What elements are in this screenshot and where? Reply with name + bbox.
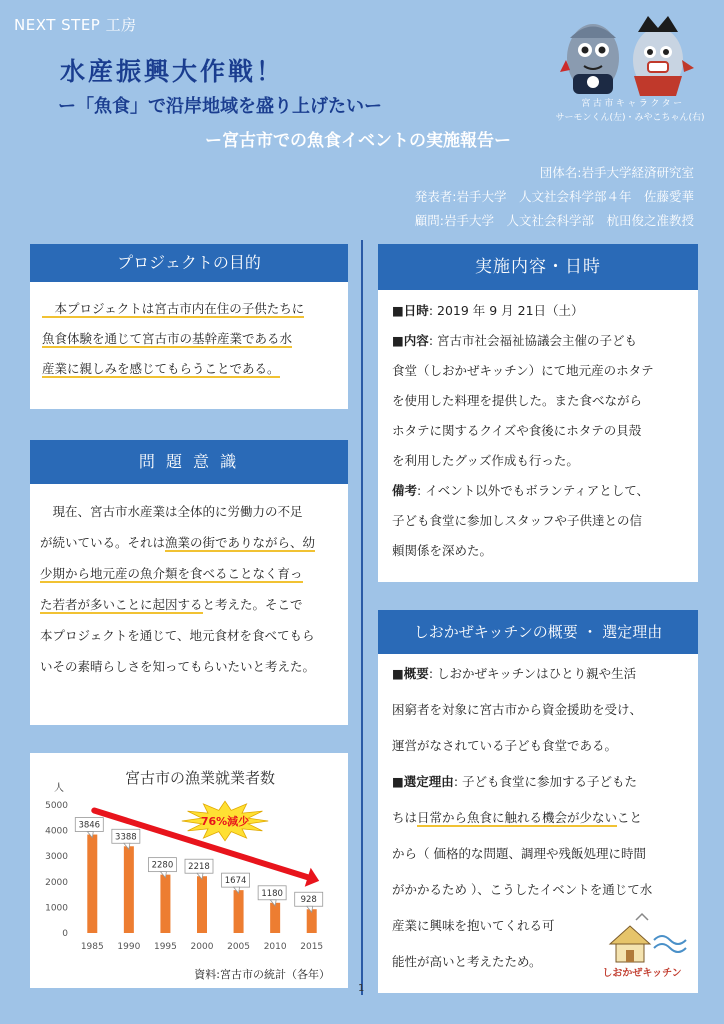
advisor-name: 顧問:岩手大学 人文社会科学部 杭田俊之准教授 <box>414 213 694 228</box>
chart-annotation: 76%減少 <box>200 815 250 828</box>
data-label <box>148 858 176 878</box>
data-label <box>258 886 286 906</box>
chart-bar <box>124 846 134 933</box>
content-line-3: を使用した料理を提供した。また食べながら <box>392 393 643 408</box>
data-label <box>185 859 213 879</box>
salmon-mascot-icon <box>560 24 619 94</box>
reason-line-1: : 子ども食堂に参加する子どもた <box>453 774 637 789</box>
issue-line-2b: 漁業の街でありながら、幼 <box>165 535 316 550</box>
note-line-2: 子ども食堂に参加しスタッフや子供達との信 <box>392 513 643 528</box>
house-icon <box>610 914 650 962</box>
org-name: 団体名:岩手大学経済研究室 <box>539 165 694 180</box>
wave-icon <box>654 936 686 952</box>
x-tick-label: 2010 <box>263 942 287 952</box>
reason-line-5: 産業に興味を抱いてくれる可 <box>392 918 555 933</box>
y-tick-label: 2000 <box>45 877 68 888</box>
issue-line-2a: が続いている。それは <box>40 535 166 550</box>
chart-title: 宮古市の漁業就業者数 <box>124 769 276 787</box>
summary-label: ■概要 <box>392 666 429 681</box>
presenter-name: 発表者:岩手大学 人文社会科学部４年 佐藤愛華 <box>414 189 694 204</box>
issue-heading: 問 題 意 識 <box>30 440 348 484</box>
data-label <box>75 818 103 838</box>
chart-bar <box>234 890 244 933</box>
note-label: 備考 <box>392 483 418 498</box>
issue-line-3: 少期から地元産の魚介類を食べることなく育っ <box>40 566 303 581</box>
chart-bar <box>270 903 280 933</box>
mascot-illustration <box>558 10 698 98</box>
subtitle-secondary: ー宮古市での魚食イベントの実施報告ー <box>205 131 511 151</box>
chart-source: 資料:宮古市の統計（各年） <box>194 968 330 981</box>
reason-line-3: から（ 価格的な問題、調理や残飯処理に時間 <box>392 846 646 861</box>
summary-line-2: 困窮者を対象に宮古市から資金援助を受け、 <box>392 702 643 717</box>
reason-line-6: 能性が高いと考えたため。 <box>392 954 542 969</box>
data-label-text: 3388 <box>115 832 137 843</box>
reason-line-2b: 日常から魚食に触れる機会が少ない <box>417 810 618 825</box>
data-label-text: 1674 <box>224 876 247 887</box>
reason-line-2c: こと <box>617 810 643 825</box>
data-label <box>295 892 323 912</box>
purpose-line-2: 魚食体験を通じて宮古市の基幹産業である水 <box>42 331 293 346</box>
content-label: ■内容 <box>392 333 429 348</box>
purpose-text <box>42 294 342 384</box>
header-brand: NEXT STEP 工房 <box>14 16 137 34</box>
content-line-5: を利用したグッズ作成も行った。 <box>392 453 579 468</box>
subtitle-primary: ー「魚食」で沿岸地域を盛り上げたいー <box>58 96 382 117</box>
reason-line-4: がかかるため ）、こうしたイベントを通じて水 <box>392 882 653 897</box>
content-line-1: : 宮古市社会福祉協議会主催の子ども <box>428 333 637 348</box>
details-text <box>392 296 692 566</box>
shiokaze-panel <box>378 610 698 993</box>
details-heading: 実施内容・日時 <box>378 244 698 290</box>
shiokaze-heading: しおかぜキッチンの概要 ・ 選定理由 <box>378 610 698 654</box>
mascot-caption-names: サーモンくん(左)・みやこちゃん(右) <box>555 113 705 123</box>
column-divider <box>361 240 363 995</box>
x-tick-label: 2005 <box>227 942 251 952</box>
x-tick-label: 1990 <box>117 942 141 952</box>
purpose-heading: プロジェクトの目的 <box>30 244 348 282</box>
x-tick-label: 1995 <box>153 942 177 952</box>
date-value: : 2019 年 9 月 21日（土） <box>428 303 584 318</box>
issue-panel <box>30 440 348 725</box>
issue-line-4a: た若者が多いことに起因する <box>40 597 203 612</box>
fishery-workers-chart <box>30 753 348 988</box>
issue-line-1: 現在、宮古市水産業は全体的に労働力の不足 <box>40 504 303 519</box>
purpose-line-3: 産業に親しみを感じてもらうことである。 <box>42 361 280 376</box>
miyako-mascot-icon <box>633 16 694 96</box>
bar-chart <box>30 753 348 988</box>
note-line-1: : イベント以外でもボランティアとして、 <box>417 483 649 498</box>
chart-bar <box>160 875 170 933</box>
data-label-text: 2218 <box>188 862 210 873</box>
shiokaze-logo-text: しおかぜキッチン <box>602 968 682 979</box>
mascot-caption-title: 宮古市キャラクター <box>581 99 685 109</box>
x-tick-label: 2000 <box>190 942 214 952</box>
date-label: ■日時 <box>392 303 429 318</box>
x-tick-label: 1985 <box>80 942 104 952</box>
y-tick-label: 0 <box>62 929 68 939</box>
data-label-text: 928 <box>300 895 317 906</box>
shiokaze-logo <box>596 910 688 982</box>
data-label-text: 1180 <box>261 888 283 899</box>
page-title: 水産振興大作戦！ <box>60 57 285 86</box>
y-tick-label: 4000 <box>45 826 68 837</box>
content-line-4: ホタテに関するクイズや食後にホタテの貝殻 <box>392 423 642 438</box>
x-tick-label: 2015 <box>300 942 324 952</box>
y-tick-label: 1000 <box>45 903 68 914</box>
page-number: 1 <box>358 983 365 994</box>
details-panel <box>378 244 698 582</box>
data-label <box>222 873 250 893</box>
chart-bar <box>197 876 207 933</box>
data-label <box>112 829 140 849</box>
note-line-3: 頼関係を深めた。 <box>392 543 493 558</box>
reason-label: ■選定理由 <box>392 774 454 789</box>
issue-line-4b: と考えた。そこで <box>202 597 303 612</box>
y-tick-label: 3000 <box>45 852 68 863</box>
issue-text <box>40 496 345 682</box>
reason-line-2a: ちは <box>392 810 418 825</box>
summary-line-3: 運営がなされている子ども食堂である。 <box>392 738 618 753</box>
data-label-text: 3846 <box>78 820 101 831</box>
content-line-2: 食堂（しおかぜキッチン）にて地元産のホタテ <box>392 363 654 378</box>
issue-line-5: 本プロジェクトを通じて、地元食材を食べてもら <box>40 628 315 643</box>
chart-y-unit: 人 <box>54 783 64 794</box>
purpose-panel <box>30 244 348 409</box>
data-label-text: 2280 <box>151 860 174 871</box>
chart-bar <box>87 835 97 933</box>
summary-line-1: : しおかぜキッチンはひとり親や生活 <box>428 666 637 681</box>
issue-line-6: いその素晴らしさを知ってもらいたいと考えた。 <box>40 659 316 674</box>
purpose-line-1: 本プロジェクトは宮古市内在住の子供たちに <box>42 301 305 316</box>
y-tick-label: 5000 <box>45 801 68 811</box>
